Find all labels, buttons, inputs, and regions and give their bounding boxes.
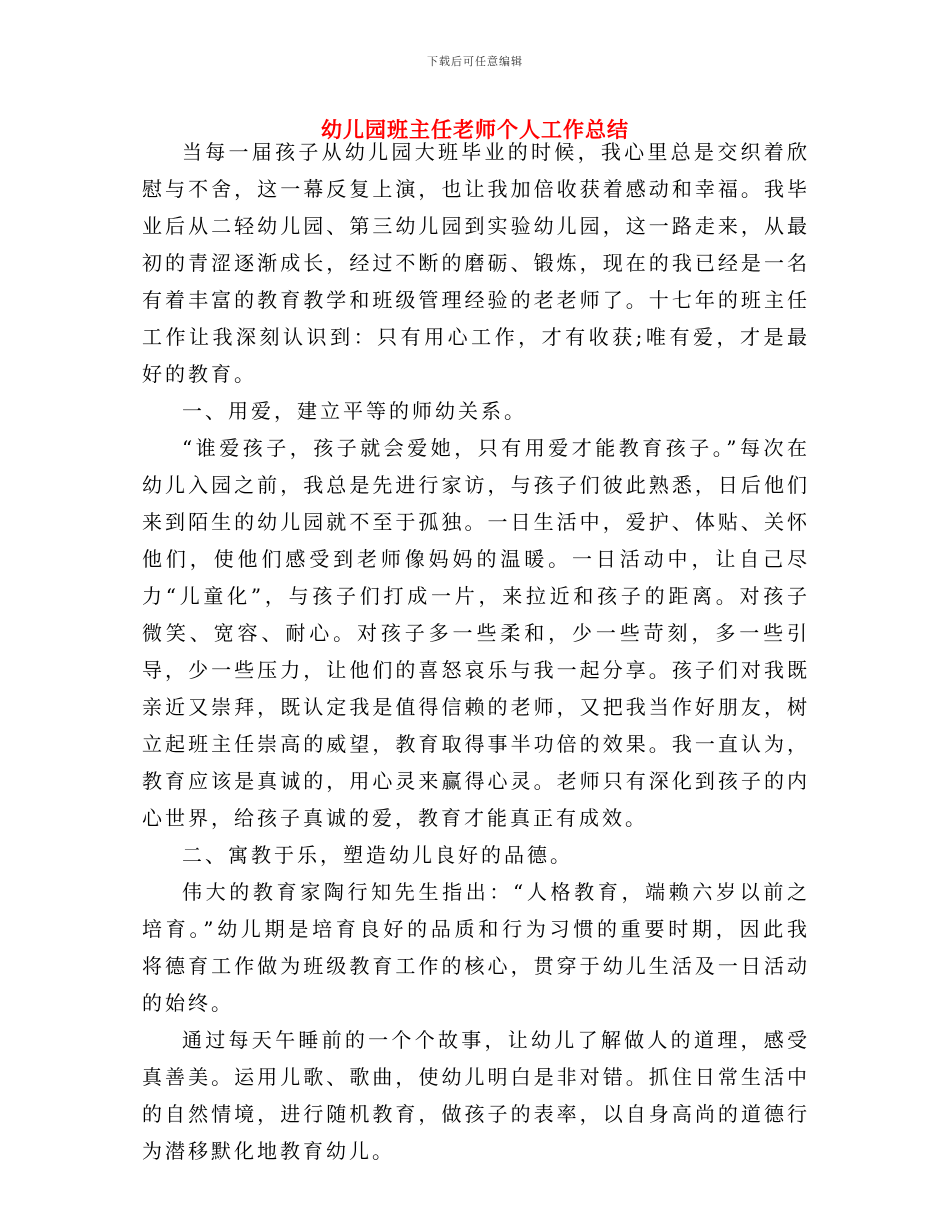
section-heading-2: 二、寓教于乐，塑造幼儿良好的品德。 xyxy=(182,843,573,867)
document-title: 幼儿园班主任老师个人工作总结 xyxy=(321,118,629,142)
header-note: 下载后可任意编辑 xyxy=(427,55,523,68)
paragraph-intro: 当每一届孩子从幼儿园大班毕业的时候，我心里总是交织着欣慰与不舍，这一幕反复上演，也让我加倍收获着感动和幸福。我毕业后从二轻幼儿园、第三幼儿园到实验幼儿园，这一路走来，从最初的青涩逐渐成长，经过不断的磨砺、锻炼，现在的我已经是一名有着丰富的教育教学和班级管理经验的老老师了。十七年的班主任工作让我深刻认识到：只有用心工作，才有收获;唯有爱，才是最好的教育。 xyxy=(142,140,810,386)
paragraph-section-2a: 伟大的教育家陶行知先生指出：“人格教育，端赖六岁以前之培育。”幼儿期是培育良好的品质和行为习惯的重要时期，因此我将德育工作做为班级教育工作的核心，贯穿于幼儿生活及一日活动的始终。 xyxy=(142,880,810,1015)
paragraph-section-1: “谁爱孩子，孩子就会爱她，只有用爱才能教育孩子。”每次在幼儿入园之前，我总是先进行家访，与孩子们彼此熟悉，日后他们来到陌生的幼儿园就不至于孤独。一日生活中，爱护、体贴、关怀他们，使他们感受到老师像妈妈的温暖。一日活动中，让自己尽力“儿童化”，与孩子们打成一片，来拉近和孩子的距离。对孩子微笑、宽容、耐心。对孩子多一些柔和，少一些苛刻，多一些引导，少一些压力，让他们的喜怒哀乐与我一起分享。孩子们对我既亲近又崇拜，既认定我是值得信赖的老师，又把我当作好朋友，树立起班主任崇高的威望，教育取得事半功倍的效果。我一直认为，教育应该是真诚的，用心灵来赢得心灵。老师只有深化到孩子的内心世界，给孩子真诚的爱，教育才能真正有成效。 xyxy=(142,436,810,830)
document-body xyxy=(142,134,810,1170)
paragraph-section-2b: 通过每天午睡前的一个个故事，让幼儿了解做人的道理，感受真善美。运用儿歌、歌曲，使幼儿明白是非对错。抓住日常生活中的自然情境，进行随机教育，做孩子的表率，以自身高尚的道德行为潜移默化地教育幼儿。 xyxy=(142,1028,810,1163)
section-heading-1: 一、用爱，建立平等的师幼关系。 xyxy=(182,399,527,423)
